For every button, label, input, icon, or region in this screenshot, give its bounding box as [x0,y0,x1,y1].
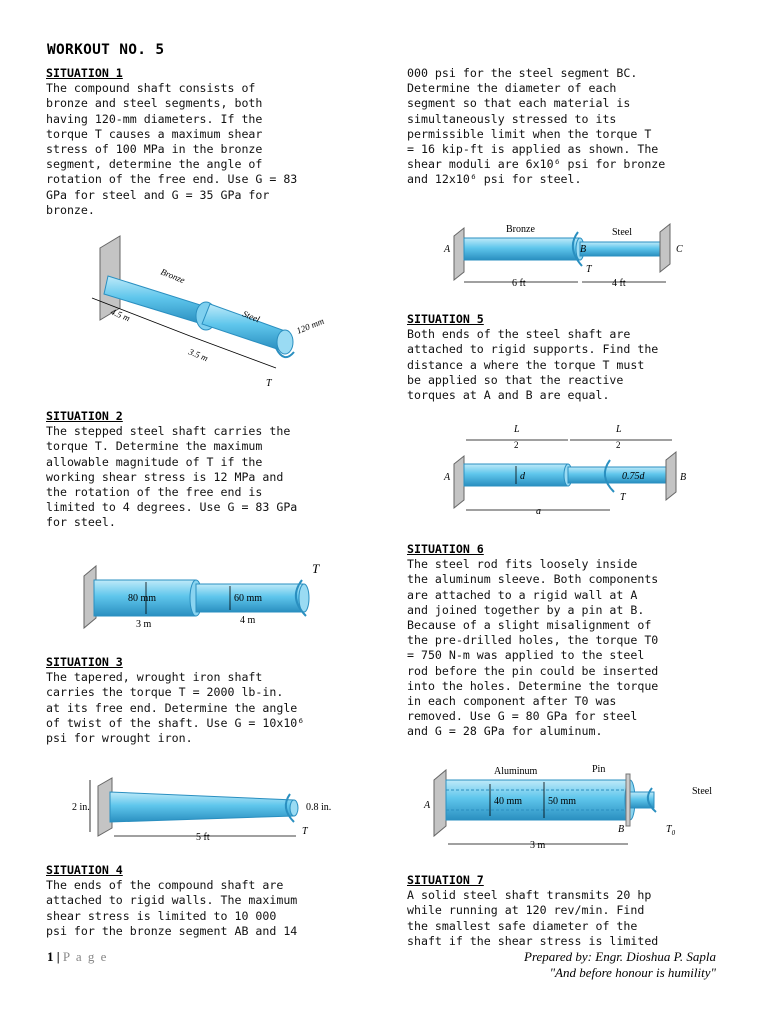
situation-3 [46,655,364,746]
fig4-len1: 6 ft [512,278,526,289]
page-number [47,949,108,965]
fig4-C: C [676,244,683,255]
situation-6-heading: SITUATION 6 [407,542,484,556]
situation-7 [407,873,725,949]
figure-4-compound-shaft [440,220,700,292]
fig5-d: d [520,471,525,482]
page-number-value: 1 [47,949,54,964]
fig6-torque: $T_0$ [666,824,676,837]
fig5-B: B [680,472,687,483]
situation-4-text-left: The ends of the compound shaft are attached to rigid walls. The maximum shear stress is limited to 10 000 psi for the bronze segment AB and 14 [46,878,298,938]
fig6-B: B [618,824,625,835]
fig4-torque: T [586,264,592,275]
situation-5-heading: SITUATION 5 [407,312,484,326]
fig6-A: A [424,800,431,811]
fig6-d2: 50 mm [548,796,577,807]
page-title: WORKOUT NO. 5 [47,42,165,58]
fig1-torque: T [266,378,272,389]
footer-credit [524,949,716,981]
fig5-two1: 2 [514,440,519,450]
fig2-d1: 80 mm [128,593,157,604]
situation-1-heading: SITUATION 1 [46,66,123,80]
fig4-bronze: Bronze [506,224,535,235]
fig1-len2: 3.5 m [187,346,210,364]
fig1-bronze-label: Bronze [159,266,187,286]
fig1-steel-label: Steel [241,308,262,325]
situation-4-continued [407,66,725,188]
fig5-torque: T [620,492,626,503]
figure-5-steel-shaft [440,424,700,520]
fig4-B: B [580,244,587,255]
figure-6-rod-sleeve [420,760,720,852]
fig2-len1: 3 m [136,619,152,630]
fig5-L1: L [514,424,520,435]
fig2-len2: 4 m [240,615,256,626]
fig6-steel: Steel [692,786,712,797]
fig4-A: A [444,244,451,255]
fig6-d1: 40 mm [494,796,523,807]
fig3-d2: 0.8 in. [306,802,332,813]
fig5-A: A [444,472,451,483]
figure-2-stepped-shaft [80,560,330,630]
fig6-len: 3 m [530,840,546,851]
situation-6 [407,542,725,740]
situation-3-heading: SITUATION 3 [46,655,123,669]
fig6-pin: Pin [592,764,606,775]
prepared-by: Prepared by: Engr. Dioshua P. Sapla [524,949,716,964]
situation-2-text: The stepped steel shaft carries the torque T. Determine the maximum allowable magnitude of T if the working shear stress is 12 MPa and the rotation of the free end is limited to 4 degrees. Use G = 83 GPa for steel. [46,424,298,530]
fig2-torque: T [312,561,320,576]
figure-1-compound-shaft [80,228,370,398]
page-word: P a g e [62,949,108,964]
situation-7-heading: SITUATION 7 [407,873,484,887]
situation-3-text: The tapered, wrought iron shaft carries the torque T = 2000 lb-in. at its free end. Determine the angle of twist of the shaft. Use G = 10x10⁶ psi for wrought iron. [46,670,305,746]
footer-quote: "And before honour is humility" [549,965,716,980]
situation-4-text-right: 000 psi for the steel segment BC. Determine the diameter of each segment so that each material is simultaneously stressed to its permissible limit when the torque T = 16 kip-ft is applied as shown. The shear moduli are 6x10⁶ psi for bronze and 12x10⁶ psi for steel. [407,66,666,187]
page-number-separator: | [53,949,63,964]
fig4-len2: 4 ft [612,278,626,289]
fig3-len: 5 ft [196,832,210,843]
situation-2 [46,409,364,531]
situation-1 [46,66,364,218]
situation-6-text: The steel rod fits loosely inside the aluminum sleeve. Both components are attached to a rigid wall at A and joined together by a pin at B. Because of a slight misalignment of the pre-drilled holes, the torque T0 = 750 N-m was applied to the steel rod before the pin could be inserted into the holes. Determine the torque in each component after T0 was removed. Use G = 80 GPa for steel and G = 28 GPa for aluminum. [407,557,659,739]
situation-7-text: A solid steel shaft transmits 20 hp while running at 120 rev/min. Find the smallest safe diameter of the shaft if the shear stress is limited [407,888,659,948]
situation-5-text: Both ends of the steel shaft are attached to rigid supports. Find the distance a where the torque T must be applied so that the reactive torques at A and B are equal. [407,327,659,403]
situation-2-heading: SITUATION 2 [46,409,123,423]
fig1-len1: 4.5 m [109,306,132,324]
figure-3-tapered-shaft [70,776,350,846]
fig3-d1: 2 in. [72,802,90,813]
fig2-d2: 60 mm [234,593,263,604]
fig6-aluminum: Aluminum [494,766,538,777]
situation-1-text: The compound shaft consists of bronze and steel segments, both having 120-mm diameters. If the torque T causes a maximum shear stress of 100 MPa in the bronze segment, determine the angle of rotation of the free end. Use G = 83 GPa for steel and G = 35 GPa for bronze. [46,81,298,217]
situation-4-heading: SITUATION 4 [46,863,123,877]
fig1-dia: 120 mm [295,315,326,336]
fig4-steel: Steel [612,227,632,238]
fig3-torque: T [302,826,308,837]
fig5-L2: L [616,424,622,435]
fig5-two2: 2 [616,440,621,450]
fig5-d2: 0.75d [622,471,645,482]
situation-5 [407,312,725,403]
situation-4-start [46,863,364,939]
fig5-a: a [536,506,541,517]
